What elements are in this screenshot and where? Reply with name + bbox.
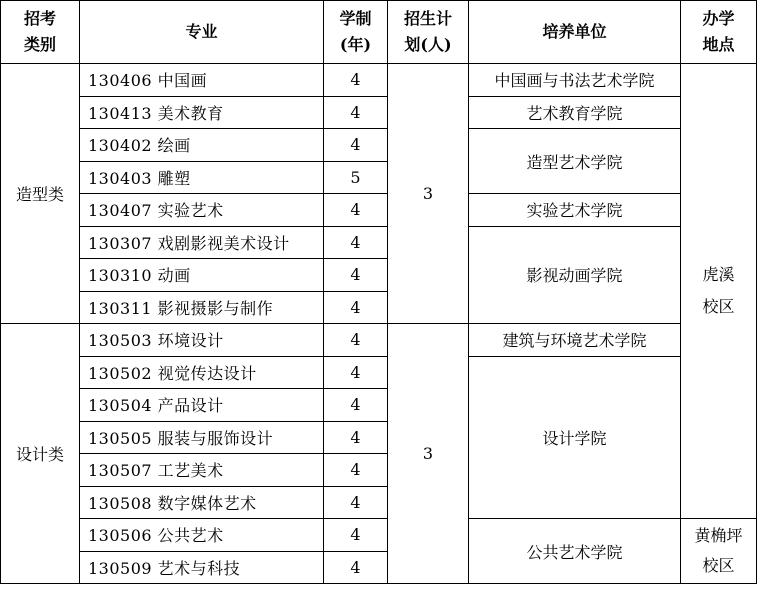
table-row bbox=[1, 226, 757, 259]
years-cell: 5 bbox=[324, 161, 388, 194]
table-row bbox=[1, 64, 757, 97]
years-cell: 4 bbox=[324, 356, 388, 389]
college-cell: 设计学院 bbox=[469, 356, 681, 519]
major-cell: 130307 戏剧影视美术设计 bbox=[80, 226, 324, 259]
table-row bbox=[1, 356, 757, 389]
header-quota: 招生计 划(人) bbox=[388, 1, 469, 64]
years-cell: 4 bbox=[324, 389, 388, 422]
years-cell: 4 bbox=[324, 551, 388, 584]
table-row bbox=[1, 324, 757, 357]
major-cell: 130504 产品设计 bbox=[80, 389, 324, 422]
years-cell: 4 bbox=[324, 291, 388, 324]
header-category: 招考 类别 bbox=[1, 1, 80, 64]
major-cell: 130403 雕塑 bbox=[80, 161, 324, 194]
category-cell: 造型类 bbox=[1, 64, 80, 324]
major-cell: 130505 服装与服饰设计 bbox=[80, 421, 324, 454]
college-cell: 中国画与书法艺术学院 bbox=[469, 64, 681, 97]
years-cell: 4 bbox=[324, 324, 388, 357]
years-cell: 4 bbox=[324, 454, 388, 487]
years-cell: 4 bbox=[324, 96, 388, 129]
years-cell: 4 bbox=[324, 421, 388, 454]
header-row bbox=[1, 1, 757, 64]
years-cell: 4 bbox=[324, 194, 388, 227]
major-cell: 130406 中国画 bbox=[80, 64, 324, 97]
major-cell: 130508 数字媒体艺术 bbox=[80, 486, 324, 519]
major-cell: 130502 视觉传达设计 bbox=[80, 356, 324, 389]
years-cell: 4 bbox=[324, 129, 388, 162]
major-cell: 130407 实验艺术 bbox=[80, 194, 324, 227]
years-cell: 4 bbox=[324, 519, 388, 552]
table-row bbox=[1, 519, 757, 552]
major-cell: 130310 动画 bbox=[80, 259, 324, 292]
years-cell: 4 bbox=[324, 486, 388, 519]
college-cell: 造型艺术学院 bbox=[469, 129, 681, 194]
major-cell: 130413 美术教育 bbox=[80, 96, 324, 129]
category-cell: 设计类 bbox=[1, 324, 80, 584]
header-years: 学制 (年) bbox=[324, 1, 388, 64]
table-row bbox=[1, 129, 757, 162]
college-cell: 建筑与环境艺术学院 bbox=[469, 324, 681, 357]
major-cell: 130503 环境设计 bbox=[80, 324, 324, 357]
college-cell: 实验艺术学院 bbox=[469, 194, 681, 227]
table-row bbox=[1, 96, 757, 129]
major-cell: 130509 艺术与科技 bbox=[80, 551, 324, 584]
college-cell: 公共艺术学院 bbox=[469, 519, 681, 584]
campus-cell: 黄桷坪 校区 bbox=[681, 519, 757, 584]
header-major: 专业 bbox=[80, 1, 324, 64]
years-cell: 4 bbox=[324, 64, 388, 97]
major-cell: 130507 工艺美术 bbox=[80, 454, 324, 487]
college-cell: 影视动画学院 bbox=[469, 226, 681, 324]
major-cell: 130311 影视摄影与制作 bbox=[80, 291, 324, 324]
header-campus: 办学 地点 bbox=[681, 1, 757, 64]
years-cell: 4 bbox=[324, 259, 388, 292]
quota-cell: 3 bbox=[388, 324, 469, 584]
major-cell: 130402 绘画 bbox=[80, 129, 324, 162]
table-row bbox=[1, 194, 757, 227]
campus-cell: 虎溪 校区 bbox=[681, 64, 757, 519]
college-cell: 艺术教育学院 bbox=[469, 96, 681, 129]
header-college: 培养单位 bbox=[469, 1, 681, 64]
major-cell: 130506 公共艺术 bbox=[80, 519, 324, 552]
quota-cell: 3 bbox=[388, 64, 469, 324]
years-cell: 4 bbox=[324, 226, 388, 259]
